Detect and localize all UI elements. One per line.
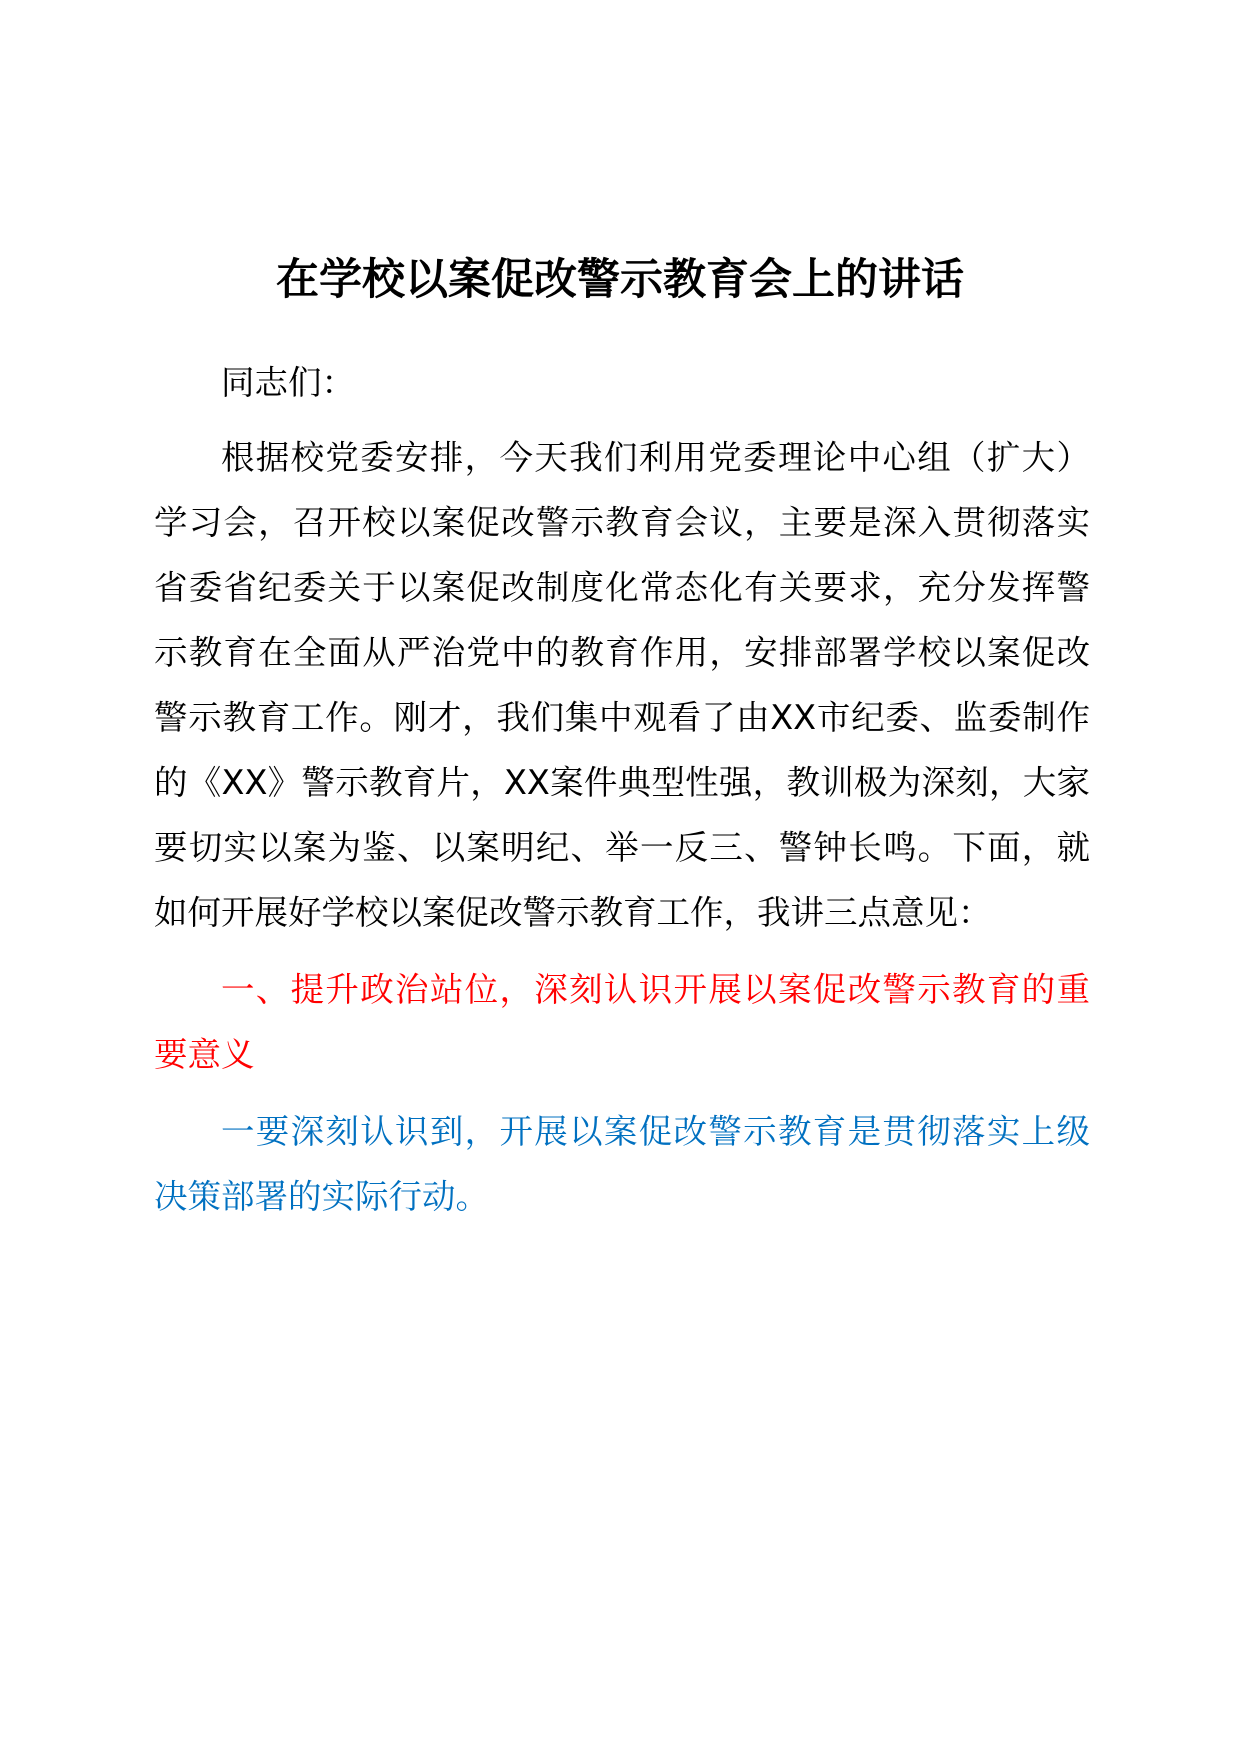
intro-paragraph: 根据校党委安排，今天我们利用党委理论中心组（扩大）学习会，召开校以案促改警示教育会议，主要是深入贯彻落实省委省纪委关于以案促改制度化常态化有关要求，充分发挥警示教育在全面从严治党中的教育作用，安排部署学校以案促改警示教育工作。刚才，我们集中观看了由XX市纪委、监委制作的《XX》警示教育片，XX案件典型性强，教训极为深刻，大家要切实以案为鉴、以案明纪、举一反三、警钟长鸣。下面，就如何开展好学校以案促改警示教育工作，我讲三点意见： [154, 438, 1090, 932]
document-body [154, 350, 1090, 1237]
subsection-heading-1: 一要深刻认识到，开展以案促改警示教育是贯彻落实上级决策部署的实际行动。 [154, 1112, 1090, 1216]
section-heading-1: 一、提升政治站位，深刻认识开展以案促改警示教育的重要意义 [154, 970, 1090, 1074]
document-title: 在学校以案促改警示教育会上的讲话 [276, 255, 964, 305]
greeting: 同志们： [221, 363, 355, 402]
